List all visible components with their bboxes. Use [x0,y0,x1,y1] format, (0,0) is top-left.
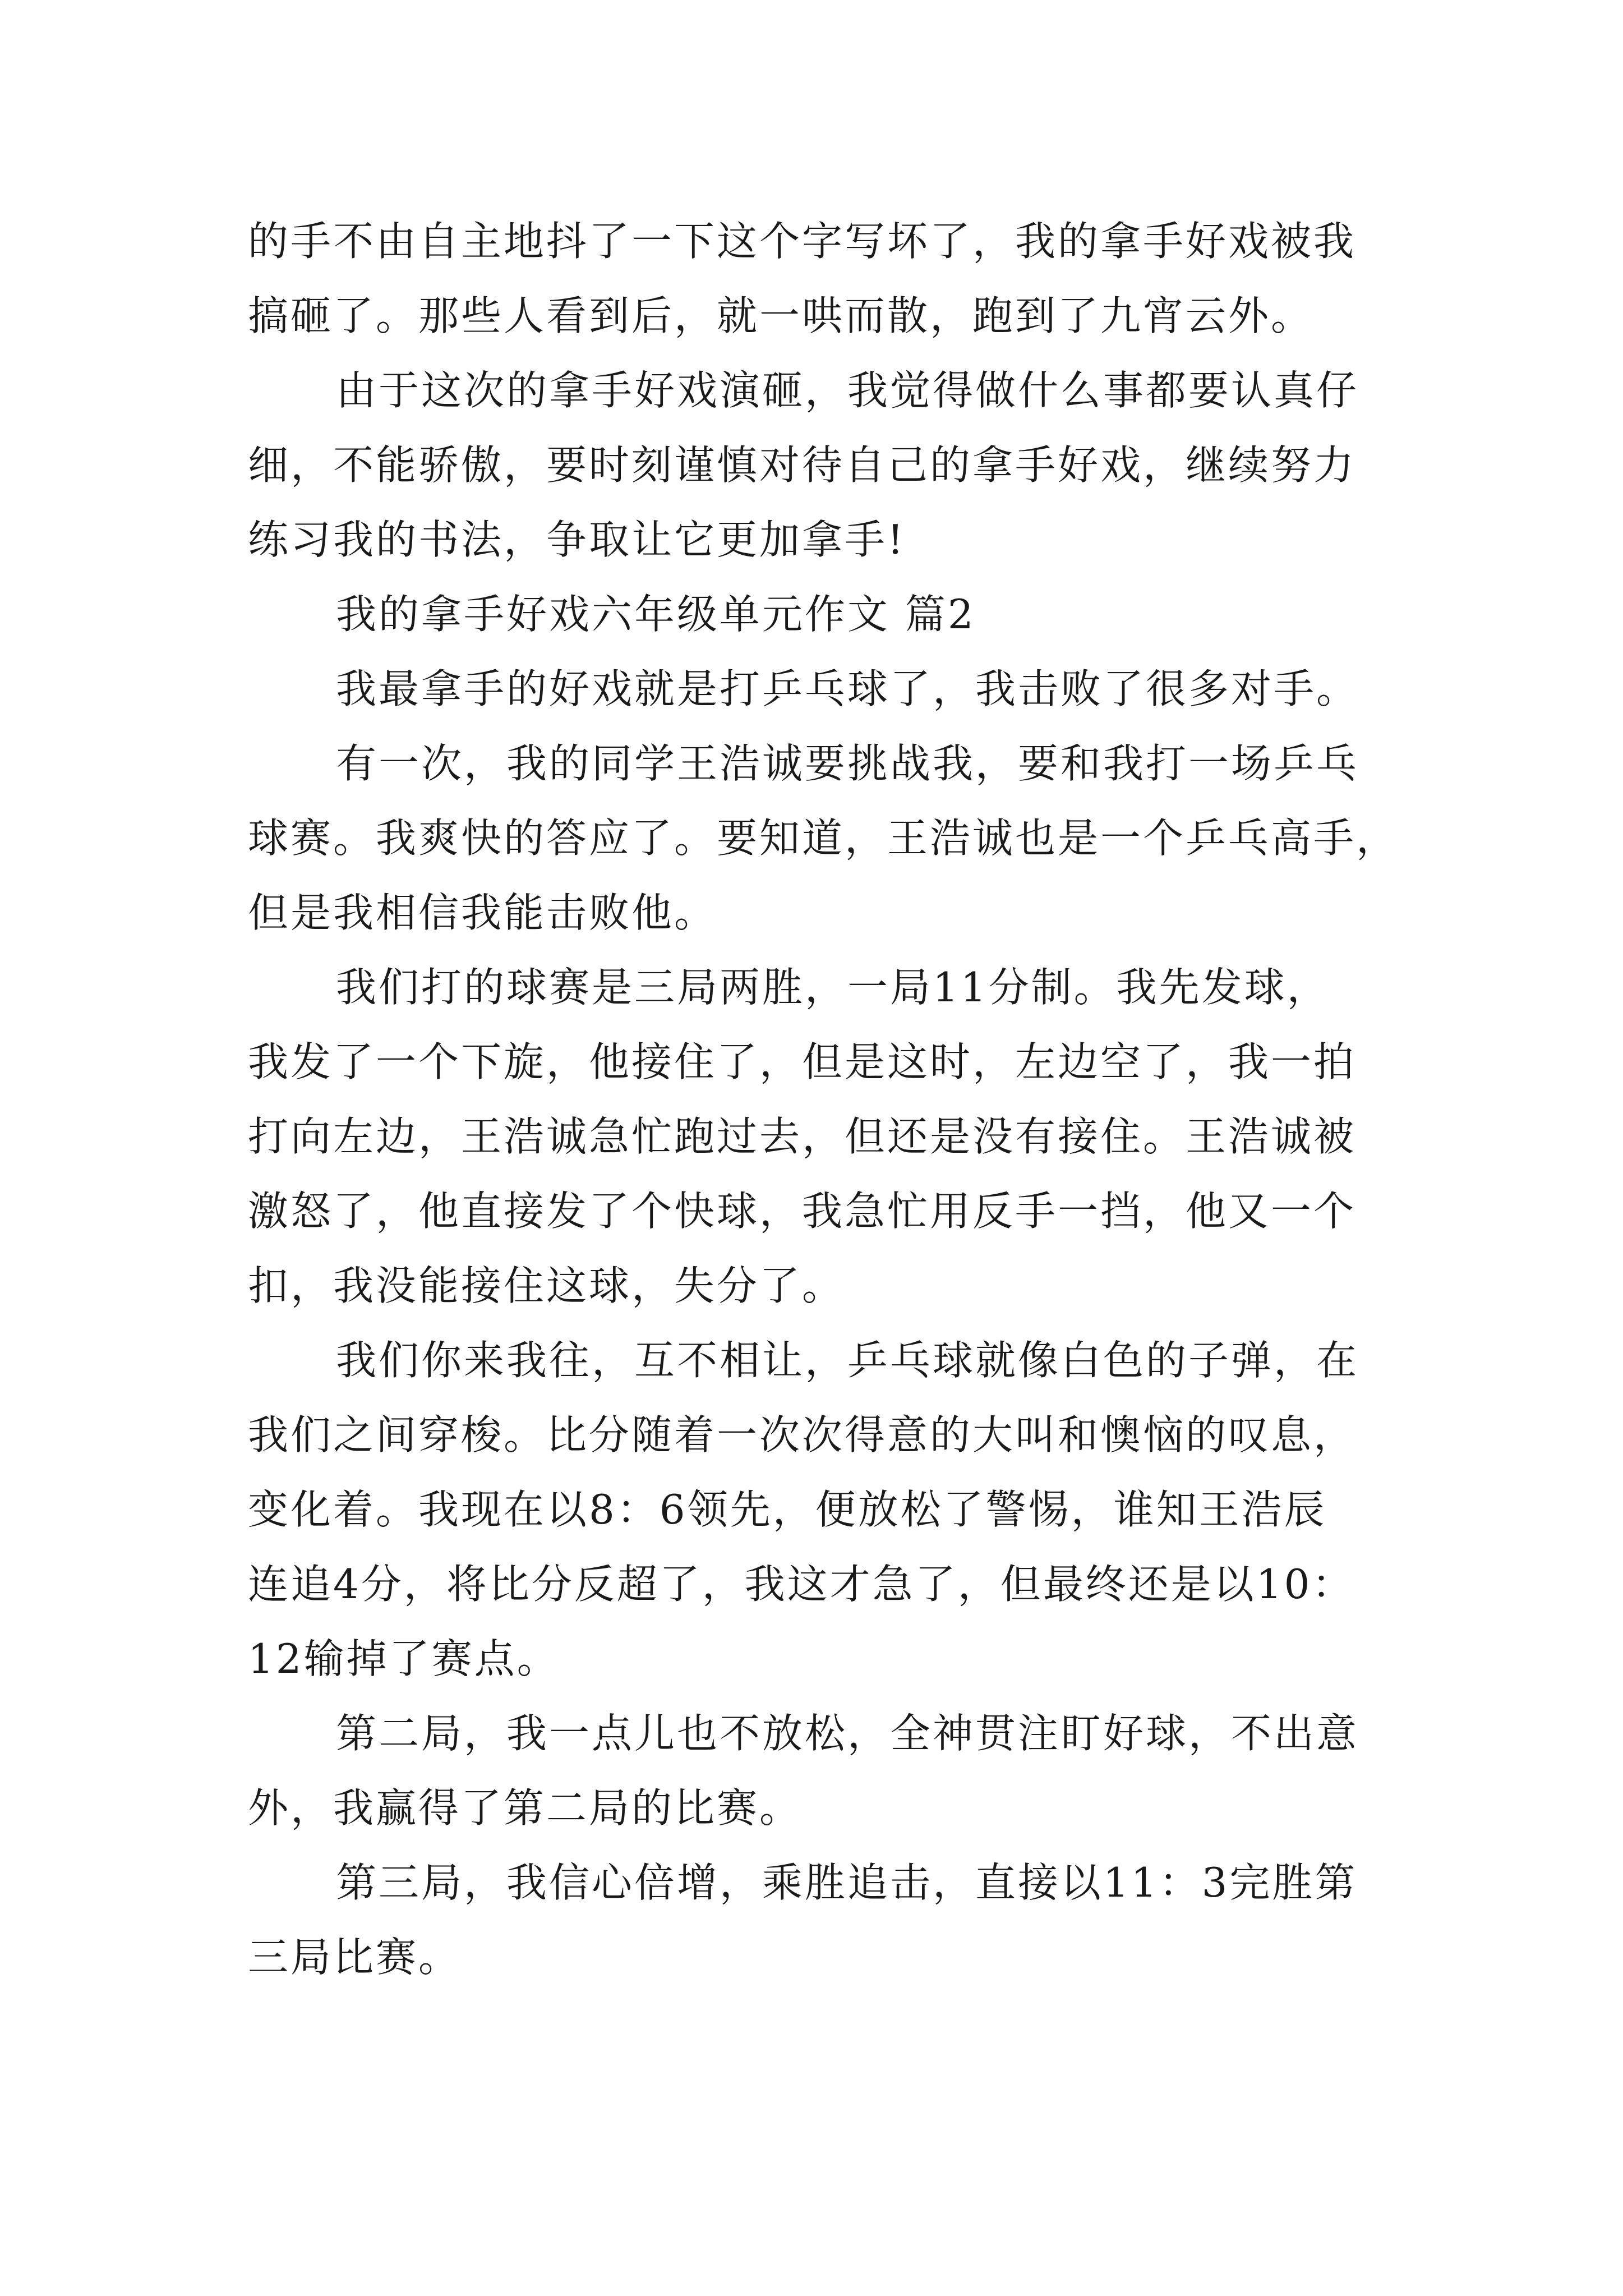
text-line: 三局比赛。 [248,1934,462,1981]
text-line: 球赛。我爽快的答应了。要知道，王浩诚也是一个乒乓高手， [248,815,1399,862]
text-line: 激怒了，他直接发了个快球，我急忙用反手一挡，他又一个 [248,1188,1357,1235]
text-line: 我最拿手的好戏就是打乒乓球了，我击败了很多对手。 [336,665,1359,712]
text-line: 细，不能骄傲，要时刻谨慎对待自己的拿手好戏，继续努力 [248,441,1357,489]
text-line: 我们打的球赛是三局两胜，一局11分制。我先发球， [336,964,1330,1011]
text-line: 练习我的书法，争取让它更加拿手! [248,516,906,563]
text-line: 我们你来我往，互不相让，乒乓球就像白色的子弹，在 [336,1337,1359,1384]
text-line: 第二局，我一点儿也不放松，全神贯注盯好球，不出意 [336,1710,1359,1757]
text-line: 12输掉了赛点。 [248,1635,560,1682]
text-line: 第三局，我信心倍增，乘胜追击，直接以11：3完胜第 [336,1859,1358,1906]
text-line: 外，我赢得了第二局的比赛。 [248,1784,803,1832]
text-line: 有一次，我的同学王浩诚要挑战我，要和我打一场乒乓 [336,740,1359,787]
text-line: 由于这次的拿手好戏演砸，我觉得做什么事都要认真仔 [336,367,1359,414]
section-heading: 我的拿手好戏六年级单元作文 篇2 [336,591,976,638]
text-line: 搞砸了。那些人看到后，就一哄而散，跑到了九宵云外。 [248,292,1314,339]
text-line: 打向左边，王浩诚急忙跑过去，但还是没有接住。王浩诚被 [248,1113,1357,1160]
text-line: 的手不由自主地抖了一下这个字写坏了，我的拿手好戏被我 [248,218,1357,265]
text-line: 我们之间穿梭。比分随着一次次得意的大叫和懊恼的叹息， [248,1411,1357,1458]
text-line: 连追4分，将比分反超了，我这才急了，但最终还是以10： [248,1561,1355,1608]
text-line: 扣，我没能接住这球，失分了。 [248,1262,845,1309]
text-line: 变化着。我现在以8：6领先，便放松了警惕，谁知王浩辰 [248,1486,1327,1533]
text-line: 但是我相信我能击败他。 [248,889,717,936]
text-line: 我发了一个下旋，他接住了，但是这时，左边空了，我一拍 [248,1038,1357,1085]
